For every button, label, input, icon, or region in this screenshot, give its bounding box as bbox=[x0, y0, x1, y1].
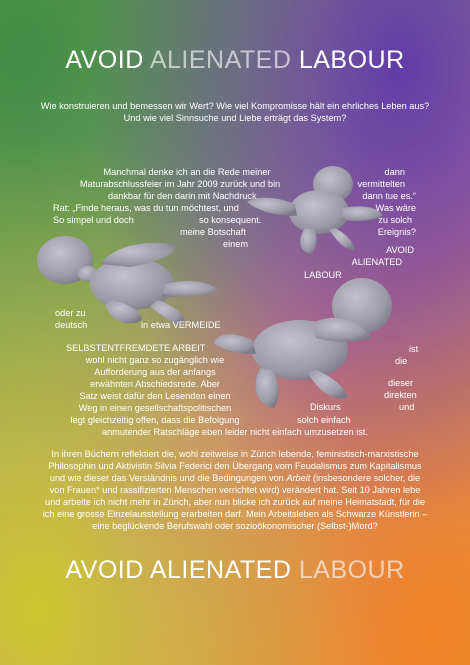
speech-right-9: LABOUR bbox=[304, 270, 342, 280]
intro-paragraph: Wie konstruieren und bemessen wir Wert? Wie viel Kompromisse hält ein ehrliches Leben aus? Und wie viel Sinnsuche und Liebe erträgt das System? bbox=[40, 101, 430, 123]
body-line-2: Aufforderung aus der anfangs bbox=[94, 367, 216, 377]
fragment-oder-zu: oder zu bbox=[55, 308, 86, 318]
speech-right-8: ALIENATED bbox=[351, 257, 402, 267]
closing-paragraph bbox=[42, 448, 428, 532]
body-line-1: wohl nicht ganz so zugänglich wie bbox=[85, 355, 225, 365]
fragment-direkten: direkten bbox=[384, 390, 417, 400]
speech-line-7: meine Botschaft bbox=[180, 227, 246, 237]
speech-line-1: Manchmal denke ich an die Rede meiner bbox=[103, 167, 271, 177]
fragment-die: die bbox=[395, 356, 408, 366]
speech-line-8: einem bbox=[223, 239, 249, 249]
fragment-in-etwa: in etwa VERMEIDE bbox=[141, 320, 221, 330]
closing-emphasis: Arbeit bbox=[286, 473, 311, 483]
speech-line-4: Rat: „Finde heraus, was du tun möchtest, und bbox=[53, 203, 239, 213]
body-line-5: Weg in einen gesellschaftspolitischen bbox=[78, 403, 232, 413]
headline-top-avoid: AVOID bbox=[65, 46, 150, 74]
speech-right-2: vermittelten bbox=[357, 179, 405, 189]
headline-bottom-labour: LABOUR bbox=[298, 556, 405, 584]
fragment-selbstentfremdete-arbeit: SELBSTENTFREMDETE ARBEIT bbox=[66, 343, 206, 353]
body-line-3: erwähnten Abschiedsrede. Aber bbox=[90, 379, 220, 389]
headline-bottom bbox=[0, 556, 470, 585]
headline-top-labour: LABOUR bbox=[291, 46, 405, 74]
body-line-4: Satz weist dafür den Lesenden einen bbox=[79, 391, 231, 401]
speech-line-5: So simpel und doch bbox=[53, 215, 134, 225]
fragment-und: und bbox=[399, 402, 415, 412]
speech-right-3: dann tue es.“ bbox=[362, 191, 416, 201]
fragment-deutsch: deutsch bbox=[55, 320, 88, 330]
speech-right-6: Ereignis? bbox=[377, 227, 416, 237]
headline-bottom-avoid-alienated: AVOID ALIENATED bbox=[65, 556, 299, 584]
fragment-dieser: dieser bbox=[388, 378, 414, 388]
body-line-8: anmutender Ratschläge eben leider nicht einfach umzusetzen ist. bbox=[101, 427, 369, 437]
headline-top bbox=[0, 46, 470, 75]
closing-text-a: In ihren Büchern reflektiert die, wohl zeitweise in Zürich lebende, feministisch-marxistische Philosophin und Aktivistin Silvia Federici den Übergang vom Feudalismus zum Kapitalismus und wie dieser das Verständnis und die Bedingungen von bbox=[48, 449, 422, 483]
speech-right-5: zu solch bbox=[378, 215, 412, 225]
speech-right-1: dann bbox=[384, 167, 405, 177]
speech-right-7: AVOID bbox=[386, 245, 414, 255]
closing-text-b: (insbesondere solcher, die von Frauen* und rassifizierten Menschen verrichtet wird) verändert hat. Seit 10 Jahren lebe und arbeite ich nicht mehr in Zürich, aber nun blicke ich zurück auf meine Heimatstadt, für die ich eine grosse Einzelausstellung erarbeiten darf. Mein Arbeitsleben als Schwarze Künstlerin – eine beglückende Berufswahl oder sozioökonomischer (Selbst-)Mord? bbox=[42, 473, 428, 531]
body-line-6: legt gleichzeitig offen, dass die Befolgung bbox=[70, 415, 240, 425]
body-line-7: solch einfach bbox=[297, 415, 351, 425]
fragment-ist: ist bbox=[409, 344, 419, 354]
speech-right-4: Was wäre bbox=[375, 203, 416, 213]
speech-line-3: dankbar für den darin mit Nachdruck bbox=[108, 191, 257, 201]
speech-line-2: Maturabschlussfeier im Jahr 2009 zurück und bin bbox=[79, 179, 281, 189]
fragment-diskurs: Diskurs bbox=[310, 402, 341, 412]
headline-top-alienated: ALIENATED bbox=[149, 46, 292, 74]
speech-line-6: so konsequent. bbox=[199, 215, 262, 225]
